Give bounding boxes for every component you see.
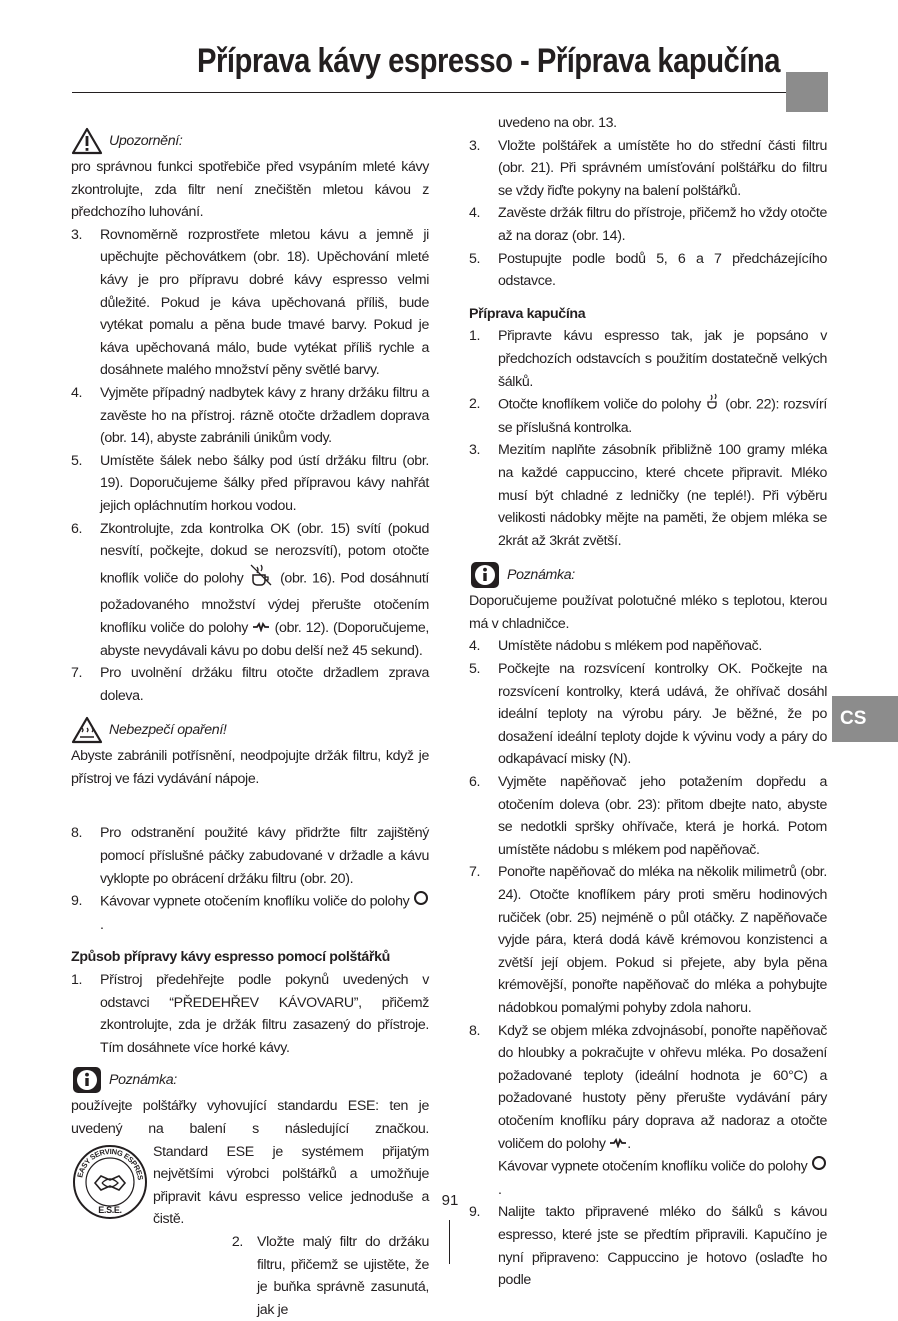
warning-text: pro správnou funkci spotřebiče před vsypáním mleté kávy zkontrolujte, zda filtr není znečištěn mletou kávou z předchozího luhování. — [71, 159, 429, 221]
list-item: 9. Nalijte takto připravené mléko do šálků s kávou espresso, které jste se předtím připravili. Kapučíno je nyní připraveno: Cappuccino je hotovo (oslaďte ho podle — [469, 1204, 827, 1289]
ese-section — [71, 1141, 429, 1321]
danger-text: Abyste zabránili potřísnění, neodpojujte držák filtru, když je přístroj ve fázi vydávání nápoje. — [71, 748, 429, 787]
warning-header — [71, 126, 429, 156]
left-column — [71, 112, 429, 1321]
list-item: 1. Přístroj předehřejte podle pokynů uvedených v odstavci “PŘEDEHŘEV KÁVOVARU”, přičemž zkontrolujte, zda je držák filtru zasazený do přístroje. Tím dosáhnete více horké kávy. — [71, 972, 429, 1056]
off-wave-icon — [609, 1133, 627, 1156]
steps-list — [71, 224, 429, 708]
list-item: 5. Umístěte šálek nebo šálky pod ústí držáku filtru (obr. 19). Doporučujeme šálky před přípravou kávy nahřát jejich opláchnutím horkou vodou. — [71, 452, 429, 514]
language-tab-label: CS — [840, 708, 867, 729]
danger-label: Nebezpečí opaření! — [109, 722, 227, 738]
bottom-rule — [449, 1220, 450, 1264]
page-title: Příprava kávy espresso - Příprava kapučína — [197, 42, 781, 80]
info-icon — [469, 560, 501, 590]
warning-label: Upozornění: — [109, 132, 183, 149]
danger-header — [71, 715, 429, 745]
list-item: 9. Kávovar vypnete otočením knoflíku voliče do polohy . — [71, 890, 429, 936]
list-item: 7. Ponořte napěňovač do mléka na několik milimetrů (obr. 24). Otočte knoflíkem páry proti směru hodinových ručiček (obr. 25) nejméně o půl otáčky. Z napěňovače vyjde pára, která dodá kávě krémovou konzistenci a zvětší její objem. Pokud si přejete, aby byla pěna krémovější, ponořte napěňovač do mléka a pohybujte nádobkou pomalými pohyby zdola nahoru. — [469, 864, 827, 1016]
note-text: používejte polštářky vyhovující standardu ESE: ten je uvedený na balení s následující značkou. — [71, 1098, 429, 1138]
list-item: 4. Zavěste držák filtru do přístroje, přičemž ho vždy otočte až na doraz (obr. 14). — [469, 205, 827, 244]
list-item: 4. Vyjměte případný nadbytek kávy z hrany držáku filtru a zavěste ho na přístroj. rázně otočte držadlem doprava (obr. 14), abyste zabránili únikům vody. — [71, 384, 429, 447]
cappuccino-heading: Příprava kapučína — [469, 305, 586, 322]
list-item: 1. Připravte kávu espresso tak, jak je popsáno v předchozích odstavcích s použitím dostatečně velkých šálků. — [469, 328, 827, 390]
list-item: 2. Otočte knoflíkem voliče do polohy (obr. 22): rozsvírí se příslušná kontrolka. — [469, 393, 827, 439]
note-label: Poznámka: — [507, 566, 575, 583]
power-off-icon — [811, 1155, 827, 1179]
pods-heading: Způsob přípravy kávy espresso pomocí polštářků — [71, 949, 390, 966]
list-item: uvedeno na obr. 13. — [498, 115, 617, 131]
off-wave-icon — [252, 617, 270, 640]
page-number: 91 — [441, 1192, 459, 1209]
language-tab — [832, 696, 898, 742]
coffee-position-icon — [249, 563, 275, 595]
corner-tab — [786, 72, 828, 112]
list-item: 5. Postupujte podle bodů 5, 6 a 7 předcházejícího odstavce. — [469, 250, 827, 290]
svg-text:E.S.E.: E.S.E. — [98, 1204, 122, 1215]
list-item: 5. Počkejte na rozsvícení kontrolky OK. Počkejte na rozsvícení kontrolky, která udává, že ohřívač dosáhl ideální teploty na výrobu páry. Je běžné, že po dosažení ideální teploty dojde k vývinu vody a páry do odkapávací misky (N). — [469, 661, 827, 768]
note-label: Poznámka: — [109, 1072, 177, 1089]
note-header — [469, 560, 827, 590]
info-icon — [71, 1065, 103, 1095]
list-item: 7. Pro uvolnění držáku filtru otočte držadlem zprava doleva. — [71, 665, 429, 704]
power-off-icon — [413, 890, 429, 914]
note-text: Doporučujeme používat polotučné mléko s teplotou, kterou má v chladničce. — [469, 593, 827, 632]
list-item: 6. Zkontrolujte, zda kontrolka OK (obr. 15) svítí (pokud nesvítí, počkejte, dokud se nerozsvítí), potom otočte knoflík voliče do polohy (obr. 16). Pod dosáhnutí požadovaného množství výdej přerušte otočením knoflíku voliče do polohy (obr. 12). (Doporučujeme, abyste nevydávali kávu po dobu delší než 45 sekund). — [71, 520, 430, 659]
ese-text: Standard ESE je systémem přijatým největšími výrobci polštářků a umožňuje připravit kávu espresso velice jednoduše a čistě. — [153, 1143, 429, 1228]
list-item: 2. Vložte malý filtr do držáku filtru, přičemž se ujistěte, že je buňka správně zasunutá, jak je — [231, 1233, 429, 1318]
list-item: 8. Pro odstranění použité kávy přidržte filtr zajištěný pomocí příslušné páčky zabudované v držadle a kávu vyklopte po obrácení držáku filtru (obr. 20). — [71, 825, 429, 887]
list-item: 3. Rovnoměrně rozprostřete mletou kávu a jemně ji upěchujte pěchovátkem (obr. 18). Upěchování mleté kávy je pro přípravu dobré kávy espresso velmi důležité. Pokud je káva upěchovaná příliš, bude vytékat pomalu a pěna bude tmavé barvy. Pokud je káva upěchovaná málo, bude vytékat příliš rychle a dosáhnete malého množství pěny světlé barvy. — [71, 226, 429, 379]
list-item: 8. Když se objem mléka zdvojnásobí, ponořte napěňovač do hloubky a pokračujte v ohřevu mléka. Po dosažení požadované teploty (ideální hodnota je 60°C) a požadované hustoty pěny přerušte vydávání páry otočením knoflíku páry doprava až nadoraz a otočte voličem do polohy . — [469, 1020, 827, 1156]
list-item: 6. Vyjměte napěňovač jeho potažením dopředu a otočením doleva (obr. 23): přitom dbejte nato, abyste se nedotkli spršky ohřívače, která je horká. Potom umístěte nádobu s mlékem pod napěňovač. — [469, 774, 827, 858]
note-header — [71, 1065, 429, 1095]
list-item: 4. Umístěte nádobu s mlékem pod napěňovač. — [469, 638, 762, 655]
warning-icon — [71, 126, 103, 156]
list-item: 3. Mezitím naplňte zásobník přibližně 100 gramy mléka na každé cappuccino, které chcete připravit. Mléko musí být chladné z ledničky (ne teplé!). Při výběru velikosti nádobky mějte na paměti, že objem mléka se 2krát až 3krát zvětší. — [469, 442, 827, 549]
ese-logo — [71, 1143, 149, 1221]
hot-surface-warning-icon — [71, 715, 103, 745]
list-item: 3. Vložte polštářek a umístěte ho do střední části filtru (obr. 21). Při správném umísťování polštářku do filtru se vždy řiďte pokyny na balení polštářků. — [469, 137, 827, 199]
list-item: Kávovar vypnete otočením knoflíku voliče do polohy . — [469, 1155, 827, 1201]
svg-text:EASY SERVING ESPRESSO: EASY SERVING ESPRES — [75, 1146, 145, 1181]
steam-position-icon — [705, 393, 721, 417]
title-rule — [72, 92, 786, 93]
right-column — [469, 112, 827, 1292]
